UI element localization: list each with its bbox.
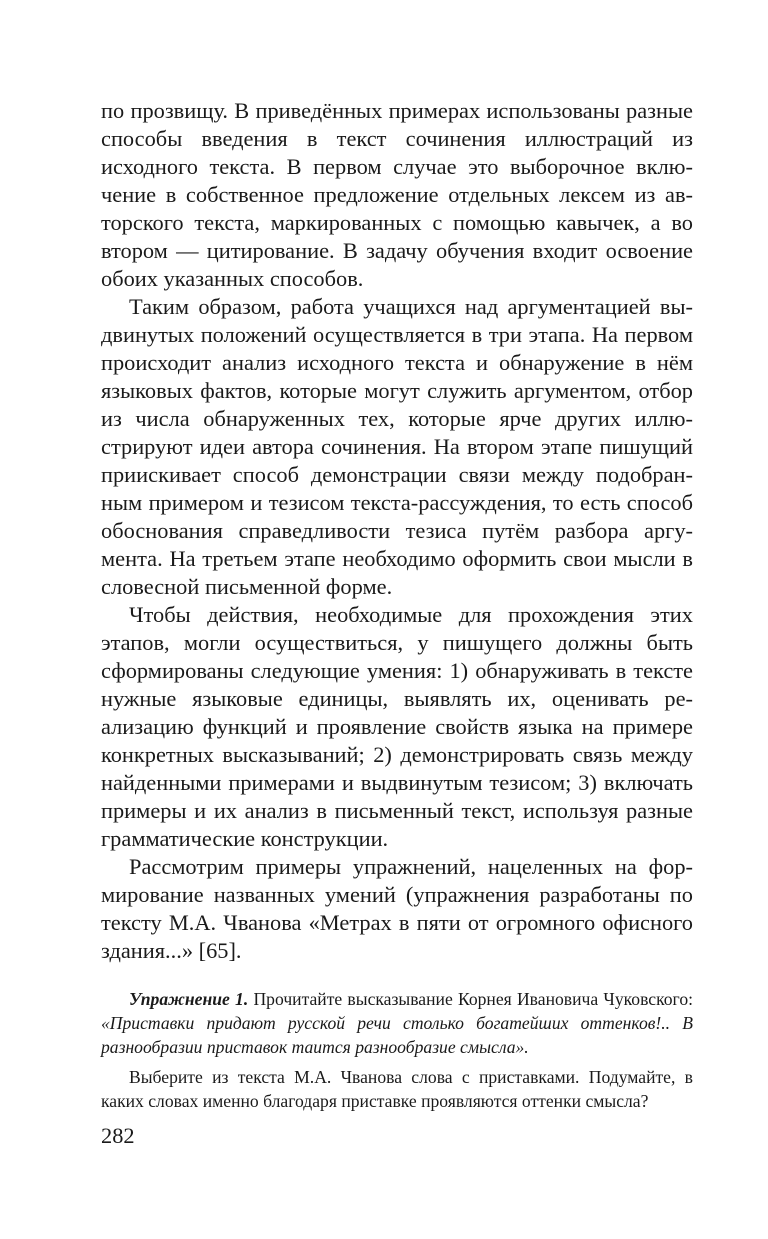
paragraph-argumentation-stages: Таким образом, работа учащихся над аргументацией выдвинутых положений осуществляется в три этапа. На первом происходит анализ исходного текста и обнаружение в нём языковых фактов, которые могут служить аргументом, отбор из числа обнаруженных тех, которые ярче других иллюстрируют идеи автора сочинения. На втором этапе пишущий приискивает способ демонстрации связи между подобранным примером и тезисом текста-рассуждения, то есть способ обоснования справедливости тезиса путём разбора аргумента. На третьем этапе необходимо оформить свои мысли в словесной письменной форме. (101, 294, 693, 599)
exercise-intro: Прочитайте высказывание Корнея Ивановича Чуковского: (248, 989, 693, 1009)
exercise-1 (101, 987, 693, 1113)
exercise-task: Выберите из текста М.А. Чванова слова с приставками. Подумайте, в каких словах именно благодаря приставке проявляются оттенки смысла? (101, 1067, 693, 1111)
page-content (101, 97, 693, 1113)
paragraph-exercise-intro: Рассмотрим примеры упражнений, нацеленных на формирование названных умений (упражнения разработаны по тексту М.А. Чванова «Метрах в пяти от огромного офисного здания...» [65]. (101, 854, 693, 963)
paragraph-continuation: по прозвищу. В приведённых примерах использованы разные способы введения в текст сочинения иллюстраций из исходного текста. В первом случае это выборочное включение в собственное предложение отдельных лексем из авторского текста, маркированных с помощью кавычек, а во втором — цитирование. В задачу обучения входит освоение обоих указанных способов. (101, 98, 693, 291)
exercise-quote: «Приставки придают русской речи столько богатейших оттенков!.. В разнообразии приставок таится разнообразие смысла». (101, 1013, 693, 1057)
page-number: 282 (101, 1123, 135, 1148)
exercise-statement (101, 987, 693, 1059)
paragraph-required-skills: Чтобы действия, необходимые для прохождения этих этапов, могли осуществиться, у пишущего должны быть сформированы следующие умения: 1) обнаруживать в тексте нужные языковые единицы, выявлять их, оценивать реализацию функций и проявление свойств языка на примере конкретных высказываний; 2) демонстрировать связь между найденными примерами и выдвинутым тезисом; 3) включать примеры и их анализ в письменный текст, используя разные грамматические конструкции. (101, 602, 693, 851)
exercise-title: Упражнение 1. (129, 989, 249, 1009)
